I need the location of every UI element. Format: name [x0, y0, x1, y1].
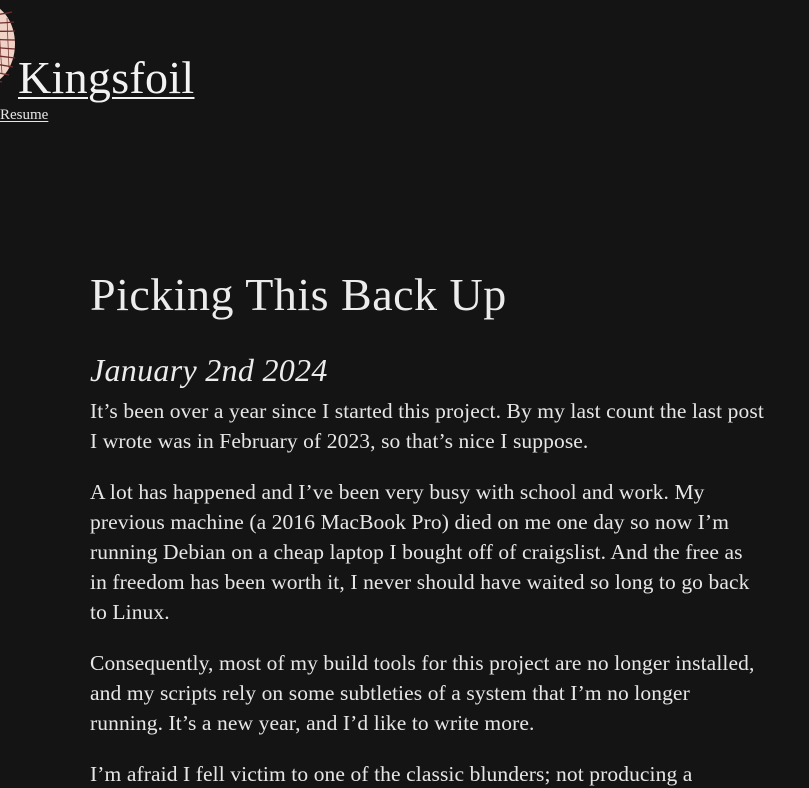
site-header [0, 0, 809, 140]
post-article [90, 262, 765, 788]
kingsfoil-leaf-logo-icon[interactable] [0, 0, 16, 88]
post-date: January 2nd 2024 [90, 352, 328, 388]
post-paragraph: I’m afraid I fell victim to one of the classic blunders; not producing a [90, 762, 693, 786]
site-title-link[interactable]: Kingsfoil [18, 52, 195, 103]
post-paragraph: Consequently, most of my build tools for this project are no longer installed, and my scripts rely on some subtleties of a system that I’m no longer running. It’s a new year, and I’d like to write more. [90, 651, 755, 735]
post-paragraph: A lot has happened and I’ve been very busy with school and work. My previous machine (a 2016 MacBook Pro) died on me one day so now I’m running Debian on a cheap laptop I bought off of craigslist. And the free as in freedom has been worth it, I never should have waited so long to go back to Linux. [90, 480, 750, 624]
post-paragraph: It’s been over a year since I started this project. By my last count the last post I wrote was in February of 2023, so that’s nice I suppose. [90, 399, 764, 453]
nav-resume-link[interactable]: Resume [0, 107, 49, 123]
post-title: Picking This Back Up [90, 269, 507, 320]
post-body [90, 396, 765, 788]
